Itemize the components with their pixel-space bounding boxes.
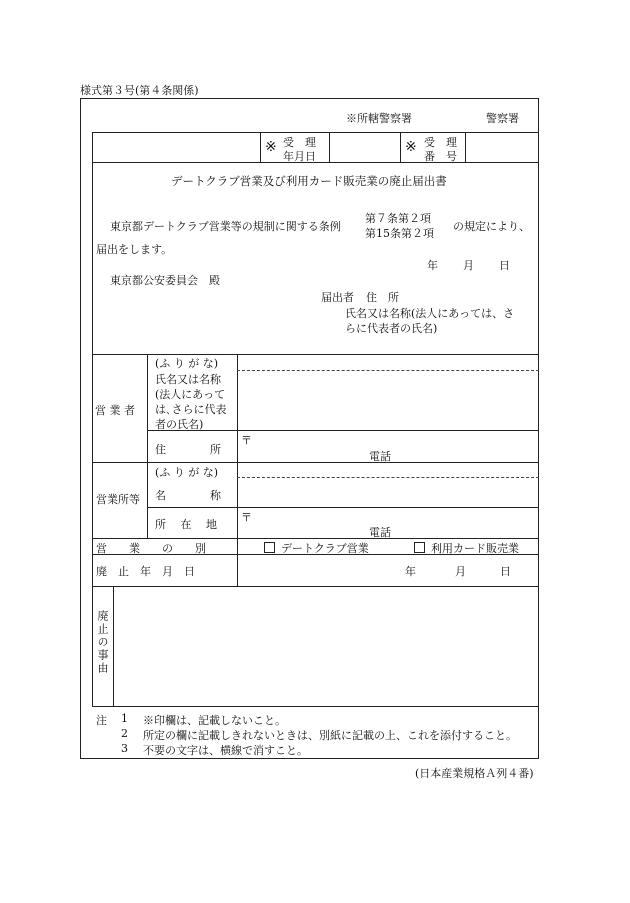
receipt-divider xyxy=(260,132,261,162)
provision-suffix: の規定により、 xyxy=(453,220,530,233)
applicant-name-label-2: らに代表者の氏名) xyxy=(345,322,438,335)
abolition-month-label: 月 xyxy=(455,565,466,578)
operator-address-input[interactable] xyxy=(252,432,537,461)
abolition-date-label: 廃 止 年 月 日 xyxy=(96,565,195,578)
ordinance-clause-2: 第15条第２項 xyxy=(365,227,434,240)
business-type-option-card-sales[interactable] xyxy=(414,540,519,556)
ordinance-name: 東京都デートクラブ営業等の規制に関する条例 xyxy=(110,220,341,233)
reason-label: 廃止の事由 xyxy=(96,610,109,675)
date-club-checkbox[interactable] xyxy=(264,542,275,553)
section-border xyxy=(92,462,539,463)
row-border xyxy=(92,586,539,587)
submission-date-month: 月 xyxy=(463,259,474,272)
submission-date-year: 年 xyxy=(427,259,438,272)
operator-name-input[interactable] xyxy=(239,372,537,429)
jurisdiction-label: ※所轄警察署 xyxy=(346,112,412,125)
recipient: 東京都公安委員会 殿 xyxy=(110,274,220,287)
abolition-year-label: 年 xyxy=(405,565,416,578)
note-1-text: ※印欄は、記載しないこと。 xyxy=(143,714,286,727)
applicant-label: 届出者 xyxy=(321,291,354,304)
receipt-number-mark: ※ xyxy=(405,139,417,155)
reason-input[interactable] xyxy=(116,589,536,703)
operator-name-label-1: 氏名又は名称 xyxy=(155,373,221,386)
business-type-option-date-club[interactable] xyxy=(264,540,369,556)
receipt-date-label-2: 年月日 xyxy=(283,150,316,163)
office-section-label: 営業所等 xyxy=(96,493,140,506)
receipt-number-label-2: 番 号 xyxy=(424,150,457,163)
business-type-label: 営 業 の 別 xyxy=(96,542,206,555)
receipt-divider xyxy=(400,132,401,162)
card-sales-option-label: 利用カード販売業 xyxy=(431,542,519,555)
office-name-label: 名 称 xyxy=(155,489,221,502)
applicant-address-label: 住 所 xyxy=(366,291,399,304)
row-border xyxy=(147,430,539,431)
operator-postal-mark: 〒 xyxy=(241,434,252,447)
row-border xyxy=(147,507,539,508)
column-divider xyxy=(237,354,238,586)
furigana-divider xyxy=(237,370,539,371)
receipt-number-value[interactable] xyxy=(467,134,537,160)
office-postal-mark: 〒 xyxy=(241,511,252,524)
office-name-input[interactable] xyxy=(239,479,537,506)
section-border xyxy=(92,538,539,539)
receipt-date-value[interactable] xyxy=(331,134,398,160)
note-2-number: 2 xyxy=(121,727,128,740)
ordinance-clause-1: 第７条第２項 xyxy=(365,212,431,225)
date-club-option-label: デートクラブ営業 xyxy=(281,542,369,555)
note-2-text: 所定の欄に記載しきれないときは、別紙に記載の上、これを添付すること。 xyxy=(143,729,517,742)
office-location-label: 所 在 地 xyxy=(155,518,217,531)
paper-size-note: (日本産業規格Ａ列４番) xyxy=(415,767,534,780)
operator-name-label-2: (法人にあって xyxy=(155,388,226,401)
note-3-number: 3 xyxy=(121,742,128,755)
column-divider xyxy=(113,586,114,706)
submission-date-day: 日 xyxy=(499,259,510,272)
receipt-date-label-1: 受 理 xyxy=(283,136,316,149)
operator-address-label: 住 所 xyxy=(155,443,221,456)
column-divider xyxy=(147,354,148,538)
office-location-input[interactable] xyxy=(252,509,537,537)
operator-furigana-label: (ふ り が な) xyxy=(155,357,219,370)
office-furigana-input[interactable] xyxy=(239,464,537,476)
receipt-divider xyxy=(465,132,466,162)
document-title: デートクラブ営業及び利用カード販売業の廃止届出書 xyxy=(171,174,447,188)
police-station-suffix: 警察署 xyxy=(486,112,519,125)
office-furigana-label: (ふ り が な) xyxy=(155,466,219,479)
notification-suffix: 届出をします。 xyxy=(96,243,173,256)
operator-furigana-input[interactable] xyxy=(239,356,537,369)
operator-name-label-4: 者の氏名) xyxy=(155,418,204,431)
applicant-name-label-1: 氏名又は名称(法人にあっては、さ xyxy=(345,307,515,320)
card-sales-checkbox[interactable] xyxy=(414,542,425,553)
receipt-divider xyxy=(329,132,330,162)
operator-phone-label: 電話 xyxy=(369,450,391,463)
abolition-day-label: 日 xyxy=(500,565,511,578)
receipt-number-label-1: 受 理 xyxy=(424,136,457,149)
note-1-number: 1 xyxy=(121,712,128,725)
operator-section-label: 営 業 者 xyxy=(95,404,135,417)
office-phone-label: 電話 xyxy=(369,526,391,539)
operator-name-label-3: は､さらに代表 xyxy=(155,403,227,416)
receipt-mark: ※ xyxy=(265,139,277,155)
furigana-divider xyxy=(237,477,539,478)
note-3-text: 不要の文字は、横線で消すこと。 xyxy=(143,744,308,757)
notes-prefix: 注 xyxy=(96,714,107,727)
form-number: 様式第３号(第４条関係) xyxy=(80,84,199,97)
